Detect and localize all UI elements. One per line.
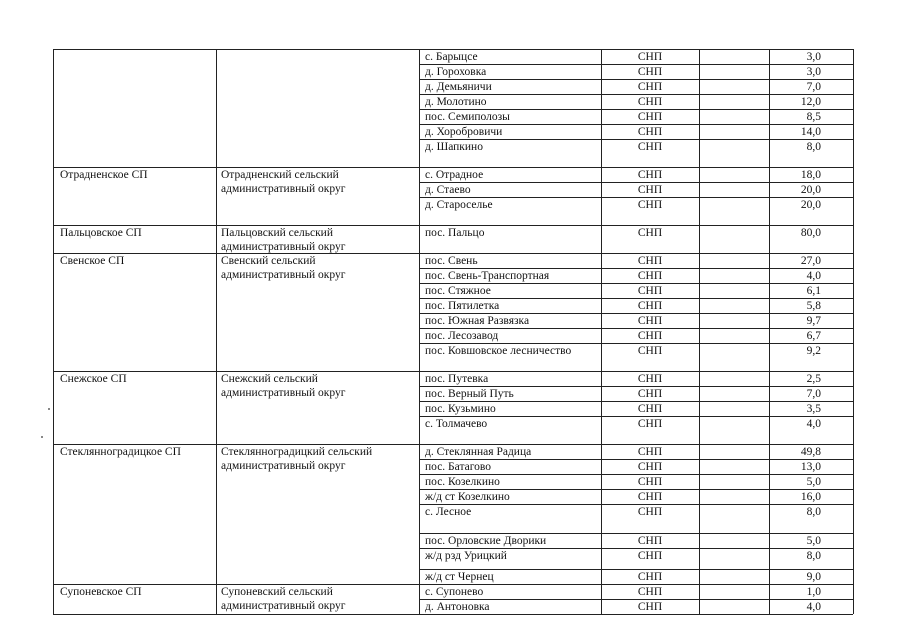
settlement-type: СНП — [637, 141, 663, 153]
settlement-type: СНП — [637, 126, 663, 138]
settlement-population: 20,0 — [800, 184, 821, 196]
settlement-type: СНП — [637, 446, 663, 458]
settlement-type: СНП — [637, 300, 663, 312]
settlement-population: 80,0 — [800, 227, 821, 239]
settlement-population: 16,0 — [800, 491, 821, 503]
settlement-name: пос. Семиполозы — [425, 111, 510, 123]
settlement-name: ж/д ст Чернец — [425, 571, 494, 583]
table-column-border — [699, 49, 700, 614]
settlement-type: СНП — [637, 315, 663, 327]
settlement-type: СНП — [637, 418, 663, 430]
settlement-type: СНП — [637, 184, 663, 196]
settlement-type: СНП — [637, 169, 663, 181]
settlement-name: ж/д рзд Урицкий — [425, 550, 507, 562]
settlement-name: д. Староселье — [425, 199, 493, 211]
district-name: Снежское СП — [60, 373, 127, 385]
settlement-name: с. Толмачево — [425, 418, 488, 430]
settlement-name: пос. Пятилетка — [425, 300, 500, 312]
okrug-name-line2: административный округ — [221, 269, 346, 281]
district-name: Свенское СП — [60, 255, 125, 267]
settlement-type: СНП — [637, 550, 663, 562]
settlement-population: 8,0 — [806, 550, 821, 562]
settlement-type: СНП — [637, 586, 663, 598]
settlement-type: СНП — [637, 535, 663, 547]
settlement-type: СНП — [637, 227, 663, 239]
settlement-population: 49,8 — [800, 446, 821, 458]
settlement-type: СНП — [637, 506, 663, 518]
scan-speck — [41, 436, 43, 438]
settlement-population: 27,0 — [800, 255, 821, 267]
settlement-name: пос. Орловские Дворики — [425, 535, 547, 547]
settlement-population: 4,0 — [806, 270, 821, 282]
settlement-type: СНП — [637, 461, 663, 473]
district-name: Стеклянноградицкое СП — [60, 446, 181, 458]
settlement-type: СНП — [637, 345, 663, 357]
settlement-name: д. Молотино — [425, 96, 487, 108]
settlement-population: 5,8 — [806, 300, 821, 312]
okrug-name-line1: Пальцовский сельский — [221, 227, 333, 239]
settlement-name: пос. Пальцо — [425, 227, 485, 239]
settlement-name: пос. Ковшовское лесничество — [425, 345, 572, 357]
district-name: Пальцовское СП — [60, 227, 142, 239]
settlement-population: 5,0 — [806, 535, 821, 547]
settlement-name: д. Шапкино — [425, 141, 483, 153]
settlement-name: д. Антоновка — [425, 601, 490, 613]
settlement-name: д. Стаево — [425, 184, 471, 196]
settlement-name: пос. Свень — [425, 255, 478, 267]
settlement-name: с. Барыцсе — [425, 51, 478, 63]
settlement-population: 9,2 — [806, 345, 821, 357]
settlement-name: д. Демьяничи — [425, 81, 492, 93]
settlement-name: с. Отрадное — [425, 169, 484, 181]
settlement-population: 13,0 — [800, 461, 821, 473]
settlement-name: пос. Стяжное — [425, 285, 491, 297]
settlement-name: д. Гороховка — [425, 66, 487, 78]
okrug-name-line1: Снежский сельский — [221, 373, 318, 385]
okrug-name-line1: Стеклянноградицкий сельский — [221, 446, 373, 458]
settlement-name: пос. Лесозавод — [425, 330, 499, 342]
settlement-name: пос. Южная Развязка — [425, 315, 530, 327]
settlement-population: 8,0 — [806, 506, 821, 518]
okrug-name-line2: административный округ — [221, 183, 346, 195]
district-name: Отрадненское СП — [60, 169, 148, 181]
table-column-border — [419, 49, 420, 614]
settlement-type: СНП — [637, 491, 663, 503]
okrug-name-line2: административный округ — [221, 241, 346, 253]
settlement-population: 3,5 — [806, 403, 821, 415]
settlement-population: 3,0 — [806, 66, 821, 78]
table-column-border — [216, 49, 217, 614]
settlement-name: пос. Верный Путь — [425, 388, 514, 400]
settlement-population: 18,0 — [800, 169, 821, 181]
okrug-name-line2: административный округ — [221, 460, 346, 472]
settlement-type: СНП — [637, 388, 663, 400]
settlement-population: 9,7 — [806, 315, 821, 327]
scan-speck — [48, 408, 50, 410]
settlement-type: СНП — [637, 330, 663, 342]
settlement-type: СНП — [637, 199, 663, 211]
settlement-name: пос. Кузьмино — [425, 403, 496, 415]
settlement-population: 14,0 — [800, 126, 821, 138]
table-column-border — [853, 49, 854, 614]
table-column-border — [769, 49, 770, 614]
settlement-population: 7,0 — [806, 388, 821, 400]
settlement-population: 6,7 — [806, 330, 821, 342]
settlement-type: СНП — [637, 403, 663, 415]
settlement-population: 6,1 — [806, 285, 821, 297]
settlement-population: 8,0 — [806, 141, 821, 153]
okrug-name-line1: Свенский сельский — [221, 255, 316, 267]
settlement-type: СНП — [637, 51, 663, 63]
settlement-type: СНП — [637, 81, 663, 93]
settlement-type: СНП — [637, 96, 663, 108]
settlement-population: 7,0 — [806, 81, 821, 93]
settlement-population: 8,5 — [806, 111, 821, 123]
settlement-population: 12,0 — [800, 96, 821, 108]
settlement-population: 1,0 — [806, 586, 821, 598]
settlement-type: СНП — [637, 476, 663, 488]
settlement-name: д. Стеклянная Радица — [425, 446, 532, 458]
settlement-population: 2,5 — [806, 373, 821, 385]
settlement-population: 4,0 — [806, 418, 821, 430]
settlement-type: СНП — [637, 255, 663, 267]
settlement-name: пос. Козелкино — [425, 476, 500, 488]
settlement-type: СНП — [637, 270, 663, 282]
okrug-name-line1: Супоневский сельский — [221, 586, 333, 598]
settlement-name: пос. Путевка — [425, 373, 489, 385]
settlement-type: СНП — [637, 373, 663, 385]
settlement-name: с. Супонево — [425, 586, 484, 598]
settlement-population: 5,0 — [806, 476, 821, 488]
settlement-population: 20,0 — [800, 199, 821, 211]
table-group-border — [53, 614, 853, 615]
table-column-border — [53, 49, 54, 614]
settlement-name: пос. Свень-Транспортная — [425, 270, 550, 282]
settlement-population: 4,0 — [806, 601, 821, 613]
district-name: Супоневское СП — [60, 586, 142, 598]
settlements-table — [53, 49, 853, 614]
settlement-type: СНП — [637, 285, 663, 297]
okrug-name-line2: административный округ — [221, 600, 346, 612]
settlement-type: СНП — [637, 111, 663, 123]
okrug-name-line2: административный округ — [221, 387, 346, 399]
settlement-type: СНП — [637, 571, 663, 583]
settlement-population: 9,0 — [806, 571, 821, 583]
settlement-type: СНП — [637, 66, 663, 78]
settlement-name: пос. Батагово — [425, 461, 492, 473]
settlement-name: д. Хоробровичи — [425, 126, 503, 138]
settlement-name: ж/д ст Козелкино — [425, 491, 510, 503]
settlement-name: с. Лесное — [425, 506, 472, 518]
okrug-name-line1: Отрадненский сельский — [221, 169, 339, 181]
settlement-population: 3,0 — [806, 51, 821, 63]
settlement-type: СНП — [637, 601, 663, 613]
